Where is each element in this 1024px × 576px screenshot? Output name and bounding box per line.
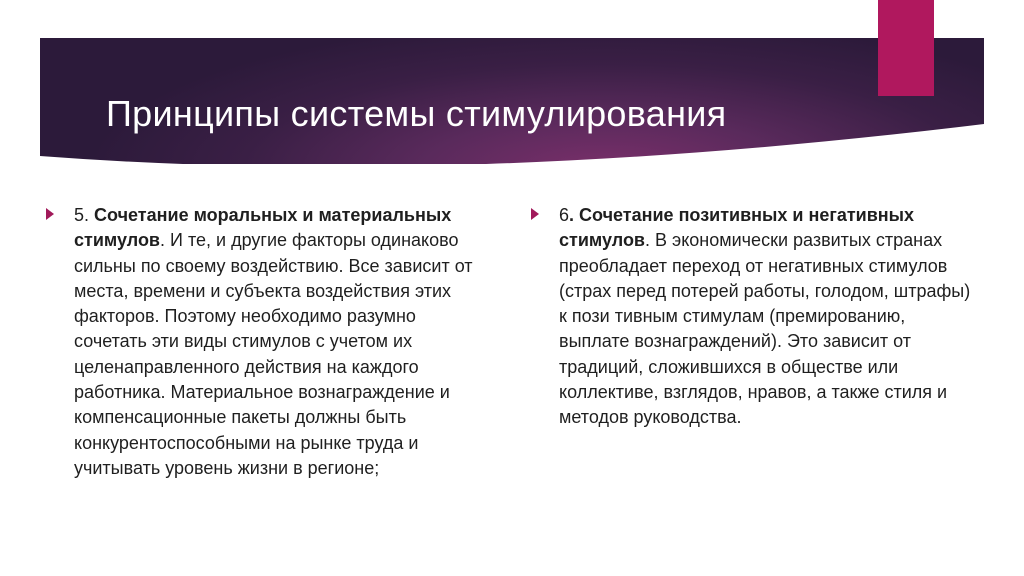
left-bullet-text <box>74 203 492 481</box>
left-item-body: . И те, и другие факторы одинаково сильны по своему воздействию. Все зависит от места, времени и субъекта воздействия этих факторов. Поэтому необходимо разумно сочетать эти виды стимулов с учетом их целенаправленного действия на каждого работника. Материальное вознаграждение и компенсационные пакеты должны быть конкурентоспособными на рынке труда и учитывать уровень жизни в регионе; <box>74 230 473 478</box>
accent-tab <box>878 0 934 96</box>
right-item-number: 6 <box>559 205 570 225</box>
right-item-heading: . Сочетание позитивных и негативных стимулов <box>559 205 915 251</box>
right-item-body: . В экономически развитых странах преобладает переход от негативных стимулов (страх перед потерей работы, голодом, штрафы) к пози тивным стимулам (премированию, выплате вознаграждений). Это зависит от традиций, сложившихся в обществе или коллективе, взглядов, нравов, а также стиля и методов руководства. <box>559 230 971 428</box>
triangle-bullet-icon <box>531 208 539 220</box>
slide-title: Принципы системы стимулирования <box>106 93 727 134</box>
right-bullet-text <box>559 203 979 431</box>
triangle-bullet-icon <box>46 208 54 220</box>
left-item-heading: Сочетание моральных и материальных стимулов <box>74 205 452 251</box>
left-item-number: 5. <box>74 205 90 225</box>
